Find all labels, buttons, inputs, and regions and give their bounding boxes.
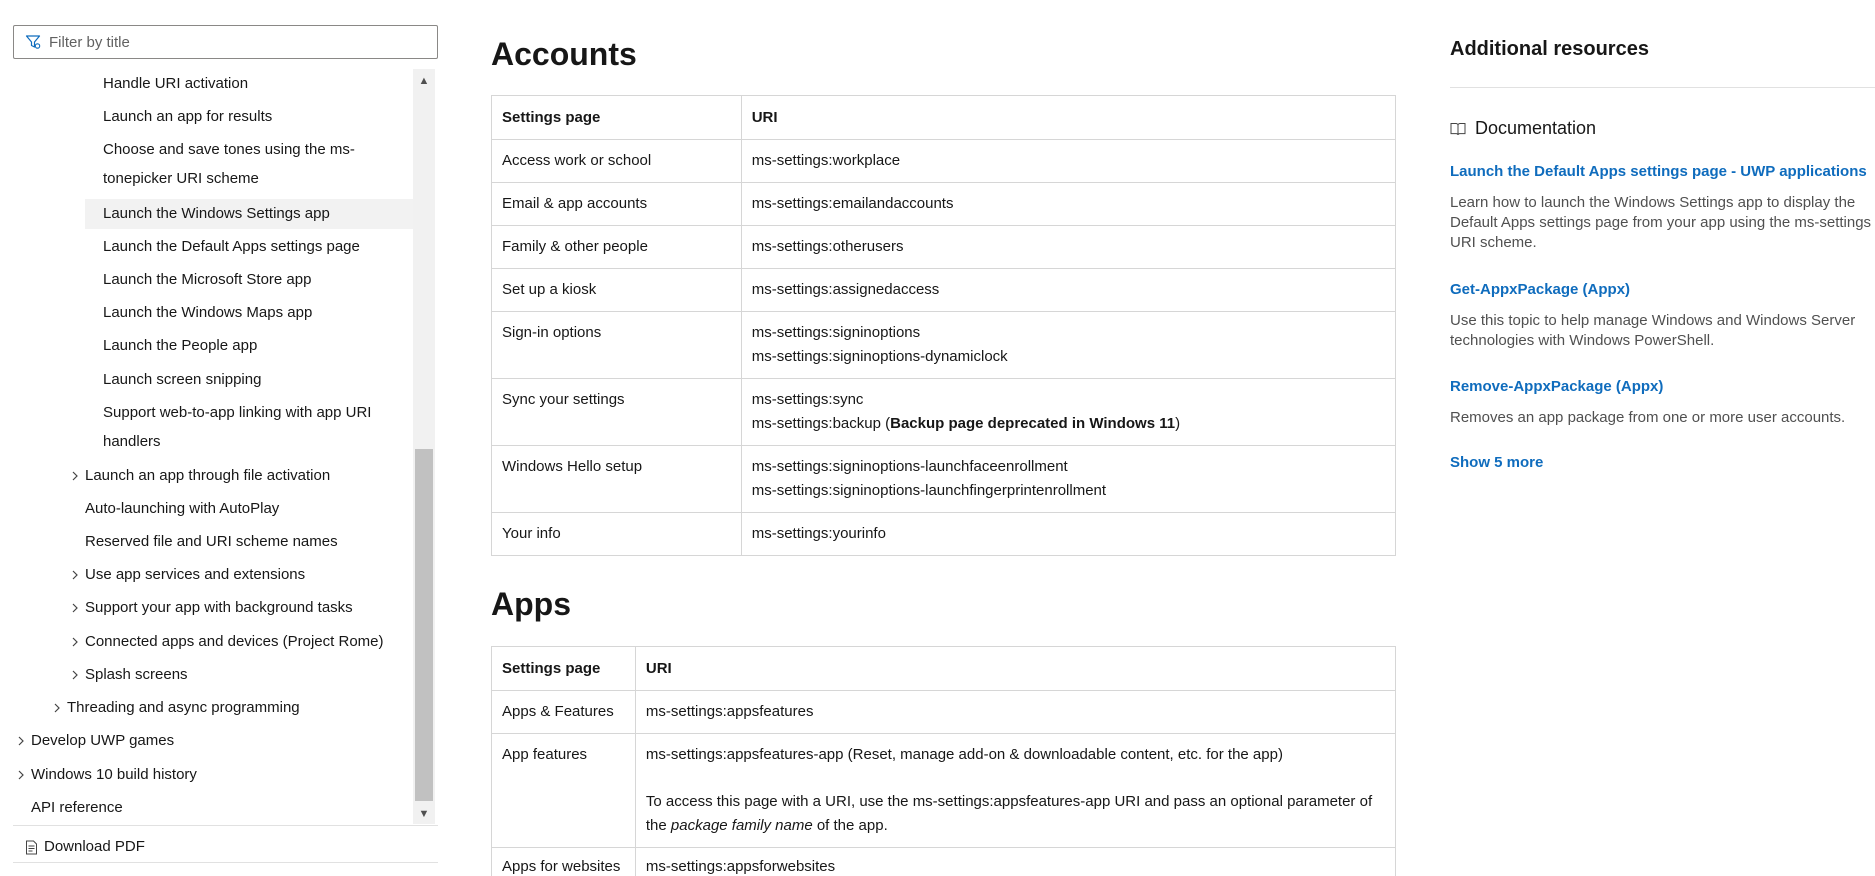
deprecation-note: Backup page deprecated in Windows 11: [890, 415, 1176, 432]
toc-item-launch-app-for-results[interactable]: Launch an app for results: [103, 108, 273, 125]
paren-close: ): [1175, 415, 1181, 432]
toc-item-handle-uri-activation[interactable]: Handle URI activation: [103, 75, 249, 92]
uri-value: ms-settings:sync: [751, 391, 864, 408]
settings-page-cell: Set up a kiosk: [492, 269, 742, 312]
pdf-icon: [25, 840, 38, 855]
column-header: URI: [741, 96, 1395, 140]
toc-item-splash-screens[interactable]: Splash screens: [85, 666, 188, 683]
table-row: [492, 183, 1396, 226]
column-header: URI: [635, 647, 1395, 691]
divider: [13, 825, 438, 826]
table-row: [492, 226, 1396, 269]
uri-value: ms-settings:signinoptions-launchfingerprintenrollment: [751, 482, 1107, 499]
toc-item-project-rome[interactable]: Connected apps and devices (Project Rome): [85, 633, 384, 650]
paren-open: (: [880, 415, 891, 432]
main-content: [491, 0, 1396, 876]
uri-value: ms-settings:appsfeatures-app (Reset, manage add-on & downloadable content, etc. for the app): [645, 746, 1283, 763]
uri-cell: ms-settings:appsfeatures: [635, 691, 1395, 734]
table-row: [492, 312, 1396, 379]
settings-page-cell: Family & other people: [492, 226, 742, 269]
settings-page-cell: Apps & Features: [492, 691, 636, 734]
table-row: [492, 269, 1396, 312]
toc-item-develop-uwp-games[interactable]: Develop UWP games: [31, 732, 175, 749]
scroll-up-arrow-icon[interactable]: ▲: [418, 75, 430, 87]
toc-item-autoplay[interactable]: Auto-launching with AutoPlay: [85, 500, 280, 517]
chevron-right-icon[interactable]: [69, 669, 81, 681]
download-pdf-label: Download PDF: [44, 838, 145, 855]
table-header-row: [492, 96, 1396, 140]
toc-item-launch-default-apps[interactable]: Launch the Default Apps settings page: [103, 238, 360, 255]
resource-description: Removes an app package from one or more user accounts.: [1450, 409, 1846, 426]
settings-page-cell: Email & app accounts: [492, 183, 742, 226]
documentation-label: Documentation: [1475, 118, 1597, 138]
toc-item-launch-screen-snipping[interactable]: Launch screen snipping: [103, 371, 262, 388]
divider: [13, 862, 438, 863]
toc-item-threading[interactable]: Threading and async programming: [67, 699, 300, 716]
toc-item-tonepicker[interactable]: Choose and save tones using the ms-tonepicker URI scheme: [103, 141, 355, 187]
column-header: Settings page: [492, 96, 742, 140]
settings-page-cell: Sync your settings: [492, 379, 742, 446]
toc-item-launch-people-app[interactable]: Launch the People app: [103, 337, 258, 354]
toc-item-file-activation[interactable]: Launch an app through file activation: [85, 467, 331, 484]
toc-item-launch-microsoft-store[interactable]: Launch the Microsoft Store app: [103, 271, 312, 288]
uri-cell: ms-settings:otherusers: [741, 226, 1395, 269]
show-more-button[interactable]: Show 5 more: [1450, 454, 1544, 471]
scroll-down-arrow-icon[interactable]: ▼: [418, 808, 430, 820]
filter-icon: [25, 34, 41, 50]
uri-value: ms-settings:signinoptions: [751, 324, 921, 341]
toc-item-web-to-app-linking[interactable]: Support web-to-app linking with app URI handlers: [103, 404, 372, 450]
toc-item-api-reference[interactable]: API reference: [31, 799, 123, 816]
settings-page-cell: Windows Hello setup: [492, 446, 742, 513]
documentation-heading: [1450, 118, 1596, 139]
book-icon: [1450, 122, 1466, 136]
table-row: [492, 513, 1396, 556]
chevron-right-icon[interactable]: [69, 470, 81, 482]
uri-cell: [741, 312, 1395, 379]
table-of-contents: [0, 69, 413, 824]
resource-link-get-appxpackage[interactable]: Get-AppxPackage (Appx): [1450, 281, 1631, 298]
resource-description: Use this topic to help manage Windows and Windows Server technologies with Windows PowerShell.: [1450, 312, 1856, 349]
chevron-right-icon[interactable]: [69, 569, 81, 581]
resource-link-default-apps[interactable]: Launch the Default Apps settings page - UWP applications: [1450, 163, 1867, 180]
chevron-right-icon[interactable]: [15, 735, 27, 747]
toc-item-launch-windows-maps[interactable]: Launch the Windows Maps app: [103, 304, 313, 321]
uri-cell: [635, 734, 1395, 848]
toc-item-app-services[interactable]: Use app services and extensions: [85, 566, 306, 583]
toc-item-launch-windows-settings-app[interactable]: Launch the Windows Settings app: [85, 199, 413, 229]
table-row: [492, 446, 1396, 513]
chevron-right-icon[interactable]: [69, 602, 81, 614]
table-row: [492, 848, 1396, 876]
apps-table: [491, 646, 1396, 876]
resource-description: Learn how to launch the Windows Settings app to display the Default Apps settings page from your app using the ms-settings URI scheme.: [1450, 194, 1872, 251]
additional-resources-title: Additional resources: [1450, 38, 1649, 60]
chevron-right-icon[interactable]: [51, 702, 63, 714]
uri-cell: [741, 379, 1395, 446]
uri-cell: ms-settings:assignedaccess: [741, 269, 1395, 312]
table-header-row: [492, 647, 1396, 691]
uri-cell: ms-settings:appsforwebsites: [635, 848, 1395, 876]
table-row: [492, 140, 1396, 183]
divider: [1450, 87, 1875, 88]
filter-input[interactable]: [49, 26, 429, 58]
table-row: [492, 691, 1396, 734]
settings-page-cell: Sign-in options: [492, 312, 742, 379]
settings-page-cell: App features: [492, 734, 636, 848]
uri-cell: ms-settings:emailandaccounts: [741, 183, 1395, 226]
filter-box[interactable]: [13, 25, 438, 59]
accounts-table: [491, 95, 1396, 556]
table-row: [492, 379, 1396, 446]
toc-item-build-history[interactable]: Windows 10 build history: [31, 766, 197, 783]
settings-page-cell: Your info: [492, 513, 742, 556]
toc-item-background-tasks[interactable]: Support your app with background tasks: [85, 599, 353, 616]
left-navigation: [0, 0, 450, 876]
note-emphasis: package family name: [670, 817, 813, 834]
settings-page-cell: Apps for websites: [492, 848, 636, 876]
uri-cell: ms-settings:workplace: [741, 140, 1395, 183]
uri-value: ms-settings:signinoptions-launchfaceenrollment: [751, 458, 1068, 475]
uri-value: [752, 412, 1385, 436]
resource-link-remove-appxpackage[interactable]: Remove-AppxPackage (Appx): [1450, 378, 1664, 395]
additional-resources-panel: [1450, 0, 1875, 876]
accounts-heading: Accounts: [491, 36, 637, 72]
toc-scrollbar[interactable]: [413, 69, 435, 824]
apps-heading: Apps: [491, 586, 571, 622]
toc-item-reserved-names[interactable]: Reserved file and URI scheme names: [85, 533, 338, 550]
table-row: [492, 734, 1396, 848]
download-pdf-link[interactable]: [25, 833, 145, 861]
note-text: of the app.: [812, 817, 888, 834]
uri-cell: [741, 446, 1395, 513]
scrollbar-thumb[interactable]: [415, 449, 433, 801]
note-text: To access this page with a URI, use the ms-settings:appsfeatures-app URI and pass an optional parameter of the: [645, 793, 1373, 834]
uri-value: ms-settings:signinoptions-dynamiclock: [751, 348, 1008, 365]
uri-note: [646, 790, 1385, 838]
uri-cell: ms-settings:yourinfo: [741, 513, 1395, 556]
settings-page-cell: Access work or school: [492, 140, 742, 183]
backup-uri: ms-settings:backup: [751, 415, 881, 432]
chevron-right-icon[interactable]: [15, 769, 27, 781]
column-header: Settings page: [492, 647, 636, 691]
chevron-right-icon[interactable]: [69, 636, 81, 648]
